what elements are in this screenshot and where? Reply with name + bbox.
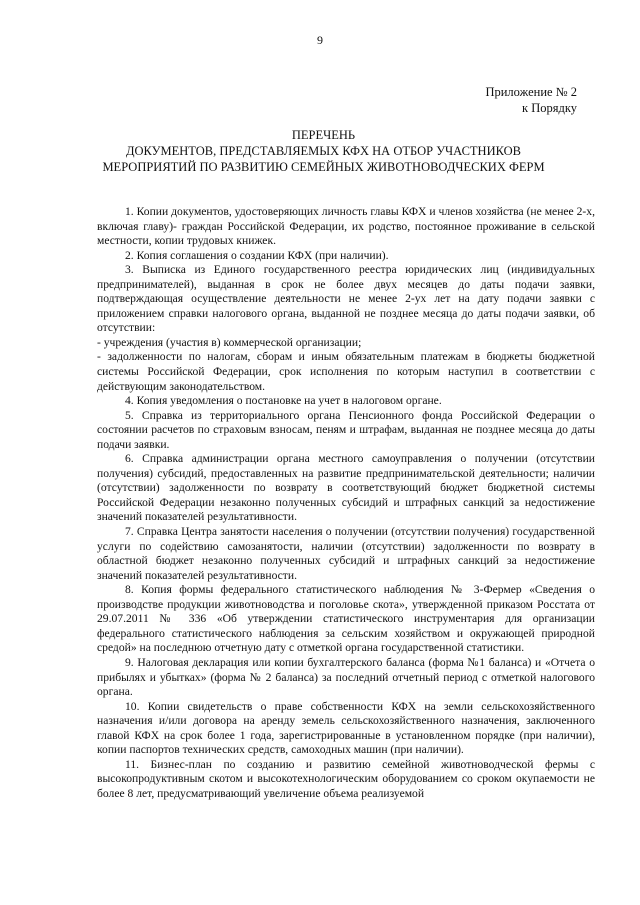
list-item-10: 10. Копии свидетельств о праве собственности КФХ на земли сельскохозяйственного назначения и/или договора на аренду земель сельскохозяйственного назначения, заключенного главой КФХ на срок более 1 года, зарегистрированные в установленном порядке (при наличии), копии паспортов технических средств, самоходных машин (при наличии).: [97, 699, 595, 757]
page-number: 9: [317, 33, 323, 47]
list-item-1: 1. Копии документов, удостоверяющих личность главы КФХ и членов хозяйства (не менее 2-х, включая главу)- граждан Российской Федерации, их родство, постоянное проживание в сельской местности, копии трудовых книжек.: [97, 205, 595, 248]
heading-line-3: МЕРОПРИЯТИЙ ПО РАЗВИТИЮ СЕМЕЙНЫХ ЖИВОТНОВОДЧЕСКИХ ФЕРМ: [102, 160, 545, 174]
list-item-3-sub-1: - учреждения (участия в) коммерческой организации;: [97, 335, 362, 349]
annex-label: [485, 84, 577, 116]
list-item-5: 5. Справка из территориального органа Пенсионного фонда Российской Федерации о состоянии расчетов по страховым взносам, пеням и штрафам, выданная не позднее месяца до даты подачи заявки.: [97, 408, 595, 451]
document-heading: [75, 127, 572, 175]
list-item-7: 7. Справка Центра занятости населения о получении (отсутствии получения) государственной услуги по содействию самозанятости, наличии (отсутствии) задолженности по возврату в областной бюджет незаконно полученных субсидий и штрафных санкций за недостижение значений показателей результативности.: [97, 525, 595, 582]
list-item-2: 2. Копия соглашения о создании КФХ (при наличии).: [125, 248, 389, 262]
list-item-3: 3. Выписка из Единого государственного реестра юридических лиц (индивидуальных предпринимателей), выданная в срок не более двух месяцев до даты подачи заявки, подтверждающая осуществление деятельности не менее 2-ух лет на дату подачи заявки с приложением справки налогового органа, выданной не позднее месяца до даты подачи заявки, об отсутствии:: [97, 263, 595, 335]
heading-line-2: ДОКУМЕНТОВ, ПРЕДСТАВЛЯЕМЫХ КФХ НА ОТБОР УЧАСТНИКОВ: [125, 144, 521, 158]
list-item-8: 8. Копия формы федерального статистического наблюдения № 3-Фермер «Сведения о производстве продукции животноводства и поголовье скота», утвержденной приказом Росстата от 29.07.2011 № 336 «Об утверждении статистического инструментария для организации федерального статистического наблюдения за сельским хозяйством и окружающей природной средой» на последнюю отчетную дату с отметкой органа государственной статистики.: [97, 583, 595, 655]
list-item-11: 11. Бизнес-план по созданию и развитию семейной животноводческой фермы с высокопродуктивным скотом и высокотехнологическим оборудованием со сроком окупаемости не более 8 лет, предусматривающий увеличение объема реализуемой: [97, 757, 595, 800]
annex-line-1: Приложение № 2: [485, 85, 577, 99]
annex-line-2: к Порядку: [522, 101, 577, 115]
heading-line-1: ПЕРЕЧЕНЬ: [291, 128, 356, 142]
list-item-4: 4. Копия уведомления о постановке на учет в налоговом органе.: [125, 394, 442, 408]
list-item-6: 6. Справка администрации органа местного самоуправления о получении (отсутствии получения) субсидий, предоставленных на развитие предпринимательской деятельности; наличии (отсутствии) задолженности по возврату в соответствующий бюджет бюджетной системы Российской Федерации незаконно полученных субсидий и штрафных санкций за недостижение значений показателей результативности.: [97, 452, 595, 524]
list-item-3-sub-2: - задолженности по налогам, сборам и иным обязательным платежам в бюджеты бюджетной системы Российской Федерации, срок исполнения по которым наступил в соответствии с действующим законодательством.: [97, 350, 595, 393]
document-body: [97, 205, 595, 801]
list-item-9: 9. Налоговая декларация или копии бухгалтерского баланса (форма №1 баланса) и «Отчета о прибылях и убытках» (форма № 2 баланса) за последний отчетный период с отметкой налогового органа.: [97, 655, 595, 699]
